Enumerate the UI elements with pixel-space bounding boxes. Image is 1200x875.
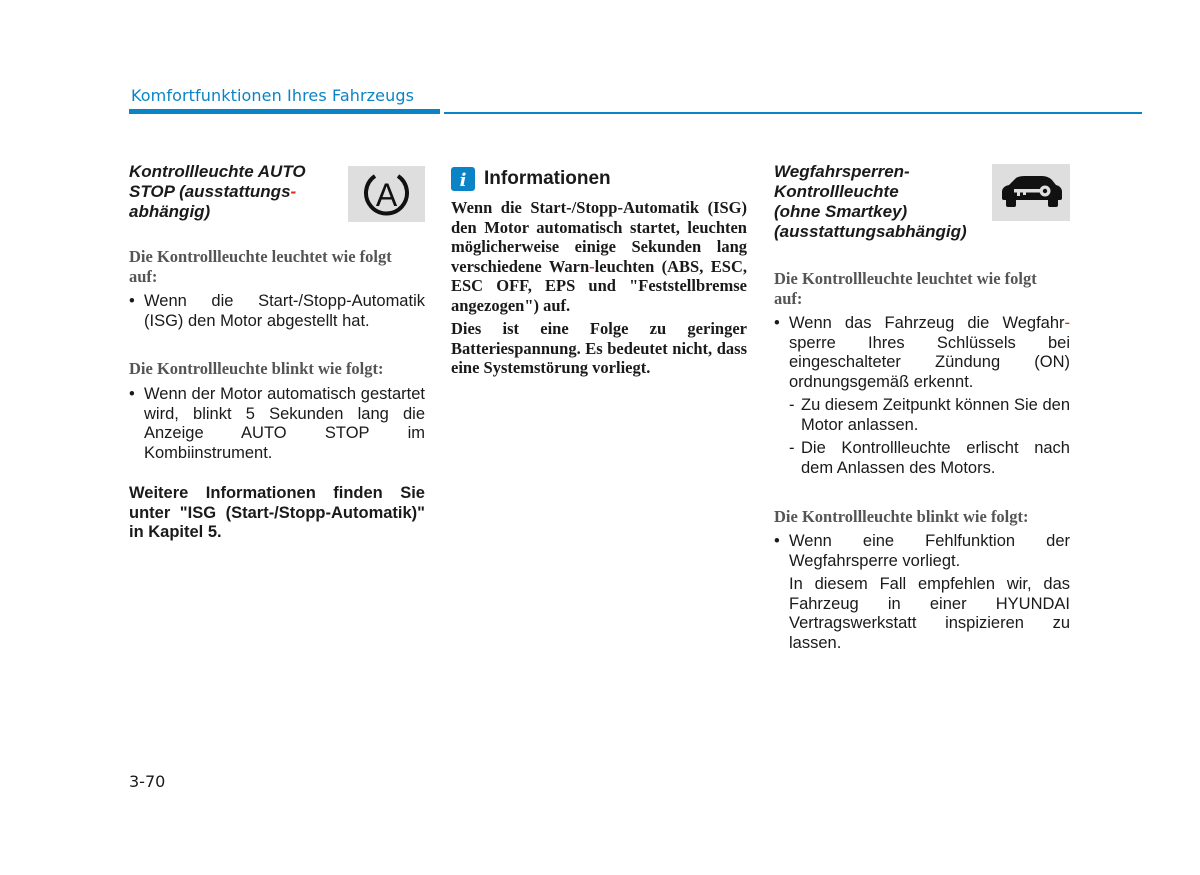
list-item: • Wenn eine Fehlfunktion der Wegfahrsperre vorliegt. [774,532,1070,571]
hyphen: - [589,256,595,276]
info-title: Informationen [484,168,611,189]
list-item: • Wenn die Start-/Stopp-Automatik (ISG) den Motor abgestellt hat. [129,292,425,331]
page-number: 3-70 [129,772,166,791]
hyphen: - [1064,314,1070,332]
auto-stop-icon-box [348,166,425,222]
immobilizer-icon-box [992,164,1070,221]
title-line: Kontrollleuchte [774,182,899,201]
blinks-heading: Die Kontrollleuchte blinkt wie folgt: [774,507,1029,526]
hyphen: - [290,182,297,201]
title-line: (ohne Smartkey) [774,202,908,221]
text-run: leuchten (ABS, ESC, ESC OFF, EPS und "Feststellbremse angezogen") auf. [451,256,747,315]
info-paragraph [451,198,747,315]
header-bar-thin [444,112,1142,114]
header-bar-thick [129,109,440,114]
info-paragraph: Dies ist eine Folge zu geringer Batteriespannung. Es bedeutet nicht, dass eine Systemstörung vorliegt. [451,319,747,377]
title-line: Kontrollleuchte AUTO [129,162,306,181]
sub-list-item: - Die Kontrollleuchte erlischt nach dem Anlassen des Motors. [774,439,1070,478]
list-item [774,314,1070,392]
blinks-heading: Die Kontrollleuchte blinkt wie folgt: [129,359,384,378]
text-run: sperre Ihres Schlüssels bei eingeschalteter Zündung (ON) ordnungsgemäß erkennt. [789,333,1070,391]
title-line: STOP (ausstattungs [129,182,291,201]
section-immobilizer [774,162,1070,653]
text-run: Wenn das Fahrzeug die Wegfahr [789,314,1065,332]
note-text: In diesem Fall empfehlen wir, das Fahrzeug in einer HYUNDAI Vertragswerkstatt inspizieren zu lassen. [789,575,1070,652]
more-info-text: Weitere Informationen finden Sie unter "ISG (Start-/Stopp-Automatik)" in Kapitel 5. [129,484,425,541]
section-information [451,166,747,378]
svg-text:A: A [375,177,398,213]
lights-heading: Die Kontrollleuchte leuchtet wie folgt auf: [129,247,392,286]
page-header-title: Komfortfunktionen Ihres Fahrzeugs [131,86,415,105]
title-line: Wegfahrsperren- [774,162,910,181]
lights-heading: Die Kontrollleuchte leuchtet wie folgt auf: [774,269,1037,308]
text-run: Wenn die Start-/Stopp-Automatik (ISG) den Motor automatisch startet, leuchten möglicherweise einige Sekunden lang verschiedene Warn [451,198,747,276]
title-line: (ausstattungsabhängig) [774,222,967,241]
section-auto-stop [129,162,425,543]
title-line: abhängig) [129,202,211,221]
info-header [451,166,747,192]
immobilizer-car-key-icon [992,164,1070,221]
auto-stop-icon [348,166,425,222]
list-item: • Wenn der Motor automatisch gestartet wird, blinkt 5 Sekunden lang die Anzeige AUTO STOP im Kombiinstrument. [129,385,425,463]
svg-text:i: i [459,170,467,191]
info-icon [451,167,475,191]
sub-list-item: - Zu diesem Zeitpunkt können Sie den Motor anlassen. [774,396,1070,435]
